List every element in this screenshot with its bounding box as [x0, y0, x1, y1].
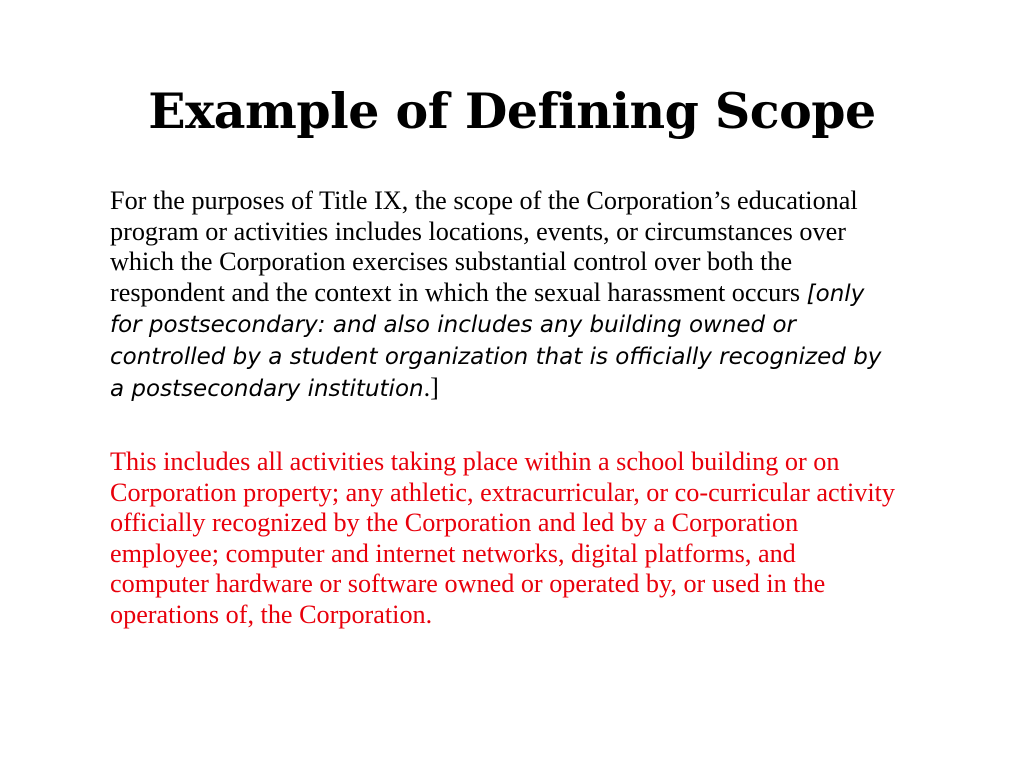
bracket-close: .]	[423, 372, 439, 402]
postsecondary-note: only for postsecondary: and also includes any building owned or controlled by a student organization that is officially recognized by a postsecondary institution	[110, 280, 882, 402]
slide-title: Example of Defining Scope	[148, 82, 876, 140]
scope-definition-paragraph	[110, 186, 900, 404]
scope-definition-text: For the purposes of Title IX, the scope of the Corporation’s educational program or activities includes locations, events, or circumstances over which the Corporation exercises substantial control over both the respondent and the context in which the sexual harassment occurs	[110, 186, 858, 307]
bracket-open: [	[806, 280, 816, 307]
scope-examples-paragraph: This includes all activities taking place within a school building or on Corporation property; any athletic, extracurricular, or co-curricular activity officially recognized by the Corporation and led by a Corporation employee; computer and internet networks, digital platforms, and computer hardware or software owned or operated by, or used in the operations of, the Corporation.	[110, 447, 895, 629]
